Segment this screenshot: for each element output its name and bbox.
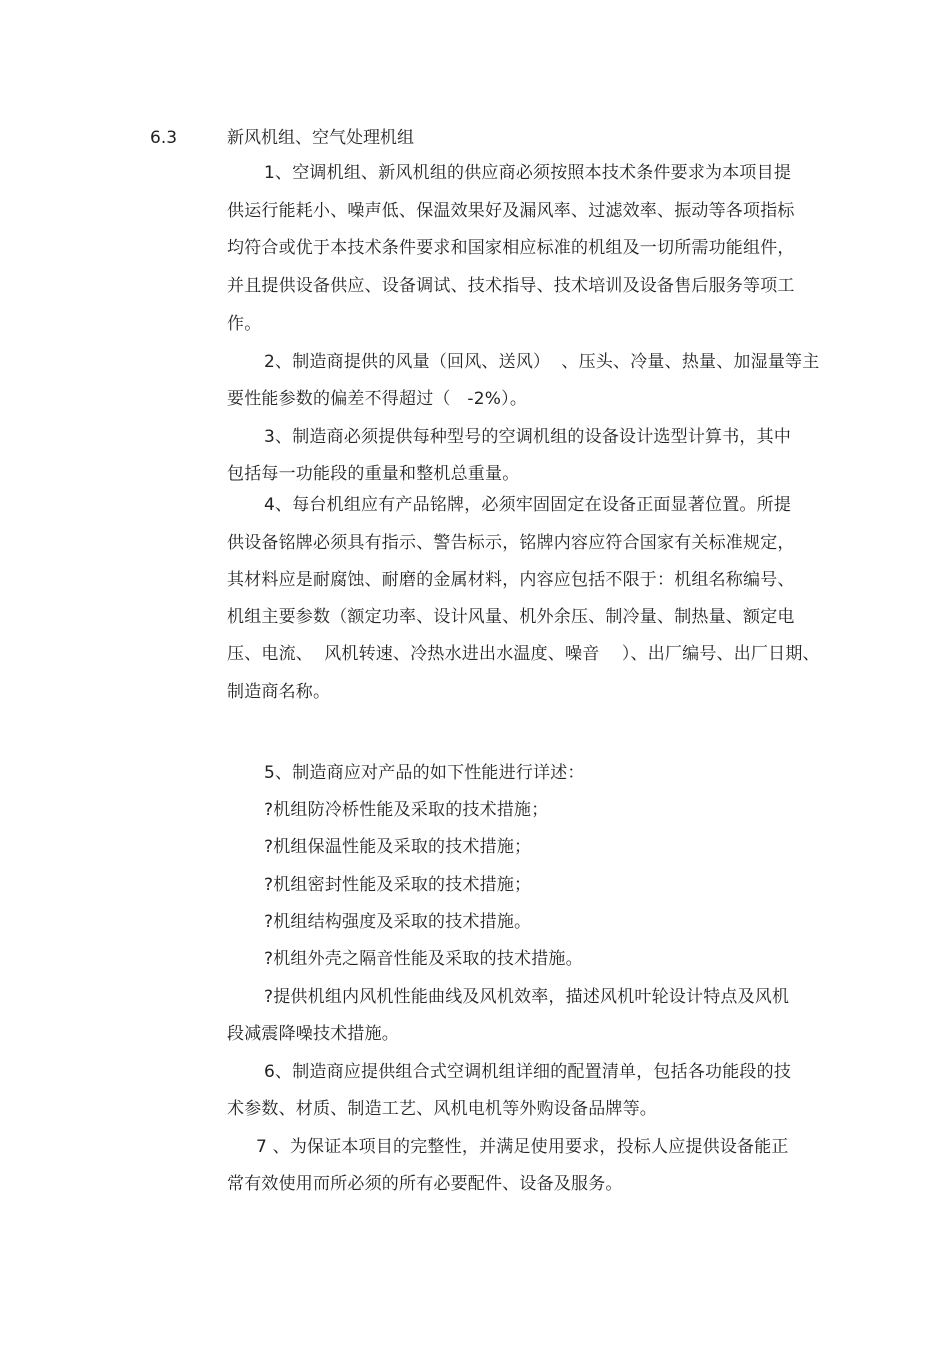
paragraph-4-line-6: 制造商名称。 — [227, 682, 331, 702]
paragraph-3-line-2: 包括每一功能段的重量和整机总重量。 — [227, 464, 520, 484]
section-title: 新风机组、空气处理机组 — [227, 128, 414, 148]
paragraph-4-line-5: 压、电流、 风机转速、冷热水进出水温度、噪音 ）、出厂编号、出厂日期、 — [227, 644, 820, 664]
paragraph-5-line-1: 5、制造商应对产品的如下性能进行详述： — [264, 763, 585, 783]
paragraph-1-line-5: 作。 — [227, 314, 262, 334]
list-item: ?机组结构强度及采取的技术措施。 — [264, 912, 532, 932]
paragraph-2-line-2: 要性能参数的偏差不得超过（ -2%）。 — [227, 389, 528, 409]
paragraph-7-line-1: 7 、为保证本项目的完整性，并满足使用要求，投标人应提供设备能正 — [256, 1137, 789, 1157]
paragraph-1-line-1: 1、空调机组、新风机组的供应商必须按照本技术条件要求为本项目提 — [264, 163, 792, 183]
paragraph-1-line-2: 供运行能耗小、噪声低、保温效果好及漏风率、过滤效率、振动等各项指标 — [227, 201, 795, 221]
list-item: ?机组保温性能及采取的技术措施； — [264, 837, 532, 857]
paragraph-7-line-2: 常有效使用而所必须的所有必要配件、设备及服务。 — [227, 1174, 623, 1194]
section-number: 6.3 — [150, 128, 178, 148]
paragraph-6-line-1: 6、制造商应提供组合式空调机组详细的配置清单，包括各功能段的技 — [264, 1062, 792, 1082]
paragraph-3-line-1: 3、制造商必须提供每种型号的空调机组的设备设计选型计算书，其中 — [264, 427, 792, 447]
paragraph-4-line-4: 机组主要参数（额定功率、设计风量、机外余压、制冷量、制热量、额定电 — [227, 607, 795, 627]
paragraph-1-line-3: 均符合或优于本技术条件要求和国家相应标准的机组及一切所需功能组件， — [227, 238, 795, 258]
list-item: ?机组外壳之隔音性能及采取的技术措施。 — [264, 949, 583, 969]
list-item: ?提供机组内风机性能曲线及风机效率，描述风机叶轮设计特点及风机 — [264, 987, 790, 1007]
paragraph-2-line-1: 2、制造商提供的风量（回风、送风） 、压头、冷量、热量、加湿量等主 — [264, 352, 820, 372]
paragraph-4-line-2: 供设备铭牌必须具有指示、警告标示，铭牌内容应符合国家有关标准规定， — [227, 533, 795, 553]
paragraph-1-line-4: 并且提供设备供应、设备调试、技术指导、技术培训及设备售后服务等项工 — [227, 276, 795, 296]
paragraph-4-line-1: 4、每台机组应有产品铭牌，必须牢固固定在设备正面显著位置。所提 — [264, 495, 792, 515]
list-item: ?机组密封性能及采取的技术措施； — [264, 875, 532, 895]
list-item-continuation: 段减震降噪技术措施。 — [227, 1024, 399, 1044]
paragraph-4-line-3: 其材料应是耐腐蚀、耐磨的金属材料，内容应包括不限于：机组名称编号、 — [227, 570, 795, 590]
list-item: ?机组防冷桥性能及采取的技术措施； — [264, 800, 549, 820]
paragraph-6-line-2: 术参数、材质、制造工艺、风机电机等外购设备品牌等。 — [227, 1099, 657, 1119]
